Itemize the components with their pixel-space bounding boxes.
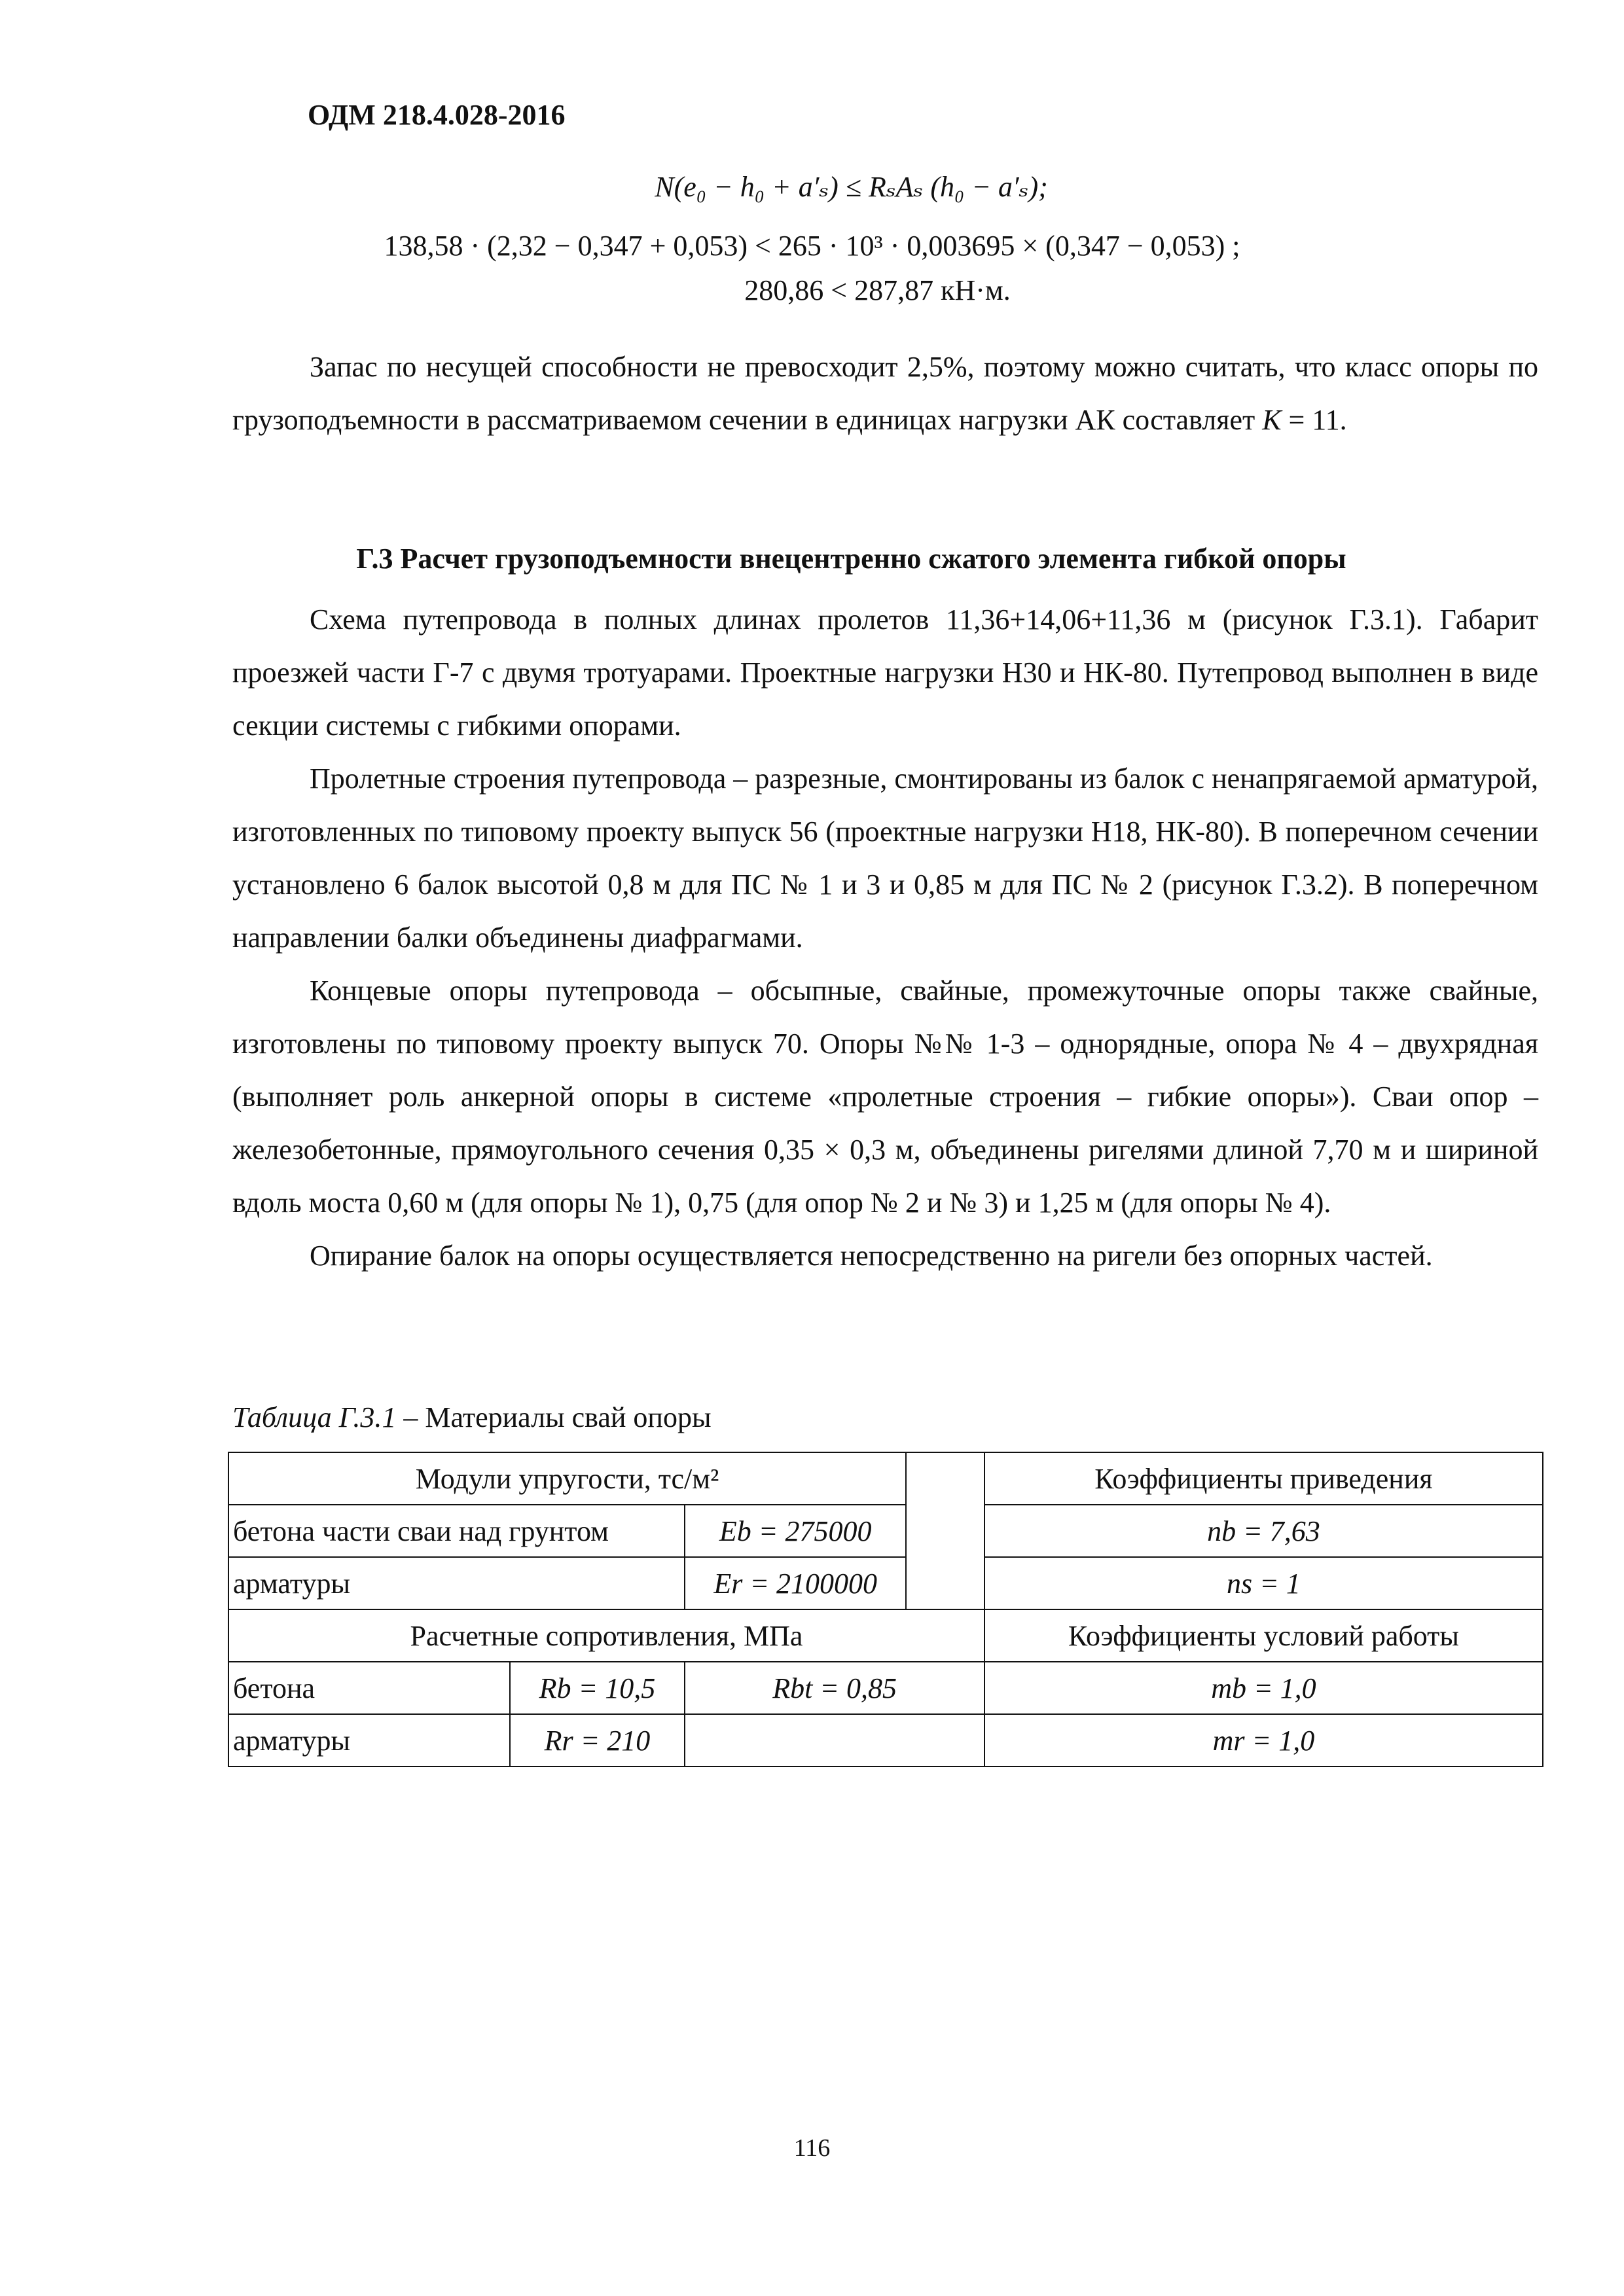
header-coefficients: Коэффициенты приведения: [984, 1452, 1543, 1505]
paragraph-spans: Пролетные строения путепровода – разрезные, смонтированы из балок с ненапрягаемой арматурой, изготовленных по типовому проекту выпуск 56 (проектные нагрузки Н18, НК-80). В поперечном сечении установлено 6 балок высотой 0,8 м для ПС № 1 и 3 и 0,85 м для ПС № 2 (рисунок Г.3.2). В поперечном направлении балки объединены диафрагмами.: [232, 762, 1538, 954]
table-row: [228, 1714, 1543, 1767]
paragraph-bearing: Опирание балок на опоры осуществляется непосредственно на ригели без опорных частей.: [310, 1240, 1433, 1272]
section-title: Г.3 Расчет грузоподъемности внецентренно сжатого элемента гибкой опоры: [356, 543, 1346, 575]
formula-result: 280,86 < 287,87 кН·м.: [744, 274, 1011, 306]
empty-cell: [906, 1452, 984, 1609]
row-rebar-resist-label: арматуры: [228, 1714, 510, 1767]
page-number: 116: [793, 2134, 831, 2162]
header-work-conditions: Коэффициенты условий работы: [984, 1609, 1543, 1662]
class-value: = 11.: [1281, 404, 1347, 436]
table-row: [228, 1452, 1543, 1505]
row-rebar-label: арматуры: [228, 1557, 685, 1609]
table-row: [228, 1609, 1543, 1662]
header-resistance: Расчетные сопротивления, МПа: [228, 1609, 984, 1662]
formula-inequality: N(e₀ − h₀ + a′ₛ) ≤ RₛAₛ (h₀ − a′ₛ);: [655, 171, 1048, 203]
row-concrete-label: бетона части сваи над грунтом: [228, 1505, 685, 1557]
table-caption: [232, 1401, 712, 1434]
modulus-rebar: Er = 2100000: [685, 1557, 906, 1609]
formula-substitution: 138,58 · (2,32 − 0,347 + 0,053) < 265 · 10³ · 0,003695 × (0,347 − 0,053) ;: [384, 230, 1240, 262]
document-header: ОДМ 218.4.028-2016: [308, 99, 566, 131]
paragraph-scheme: Схема путепровода в полных длинах пролетов 11,36+14,06+11,36 м (рисунок Г.3.1). Габарит проезжей части Г-7 с двумя тротуарами. Проектные нагрузки Н30 и НК-80. Путепровод выполнен в виде секции системы с гибкими опорами.: [232, 603, 1538, 742]
materials-table: [228, 1452, 1543, 1767]
table-row: [228, 1557, 1543, 1609]
class-symbol: К: [1262, 404, 1282, 436]
body-text: [232, 593, 1538, 1282]
table-caption-text: – Материалы свай опоры: [396, 1401, 712, 1433]
modulus-concrete: Eb = 275000: [685, 1505, 906, 1557]
empty-cell: [685, 1714, 984, 1767]
row-concrete-resist-label: бетона: [228, 1662, 510, 1714]
cond-concrete: mb = 1,0: [984, 1662, 1543, 1714]
paragraph-capacity-text: Запас по несущей способности не превосходит 2,5%, поэтому можно считать, что класс опоры по грузоподъемности в рассматриваемом сечении в единицах нагрузки АК составляет: [232, 351, 1538, 436]
resist-rebar-rr: Rr = 210: [510, 1714, 685, 1767]
paragraph-supports: Концевые опоры путепровода – обсыпные, свайные, промежуточные опоры также свайные, изготовлены по типовому проекту выпуск 70. Опоры №№ 1-3 – однорядные, опора № 4 – двухрядная (выполняет роль анкерной опоры в системе «пролетные строения – гибкие опоры»). Сваи опор – железобетонные, прямоугольного сечения 0,35 × 0,3 м, объединены ригелями длиной 7,70 м и шириной вдоль моста 0,60 м (для опоры № 1), 0,75 (для опор № 2 и № 3) и 1,25 м (для опоры № 4).: [232, 975, 1538, 1219]
resist-concrete-rb: Rb = 10,5: [510, 1662, 685, 1714]
coef-concrete: nb = 7,63: [984, 1505, 1543, 1557]
table-row: [228, 1505, 1543, 1557]
header-moduli: Модули упругости, тс/м²: [228, 1452, 906, 1505]
paragraph-capacity: [232, 340, 1538, 446]
resist-concrete-rbt: Rbt = 0,85: [685, 1662, 984, 1714]
table-row: [228, 1662, 1543, 1714]
table-caption-label: Таблица Г.3.1: [232, 1401, 397, 1433]
cond-rebar: mr = 1,0: [984, 1714, 1543, 1767]
coef-rebar: ns = 1: [984, 1557, 1543, 1609]
